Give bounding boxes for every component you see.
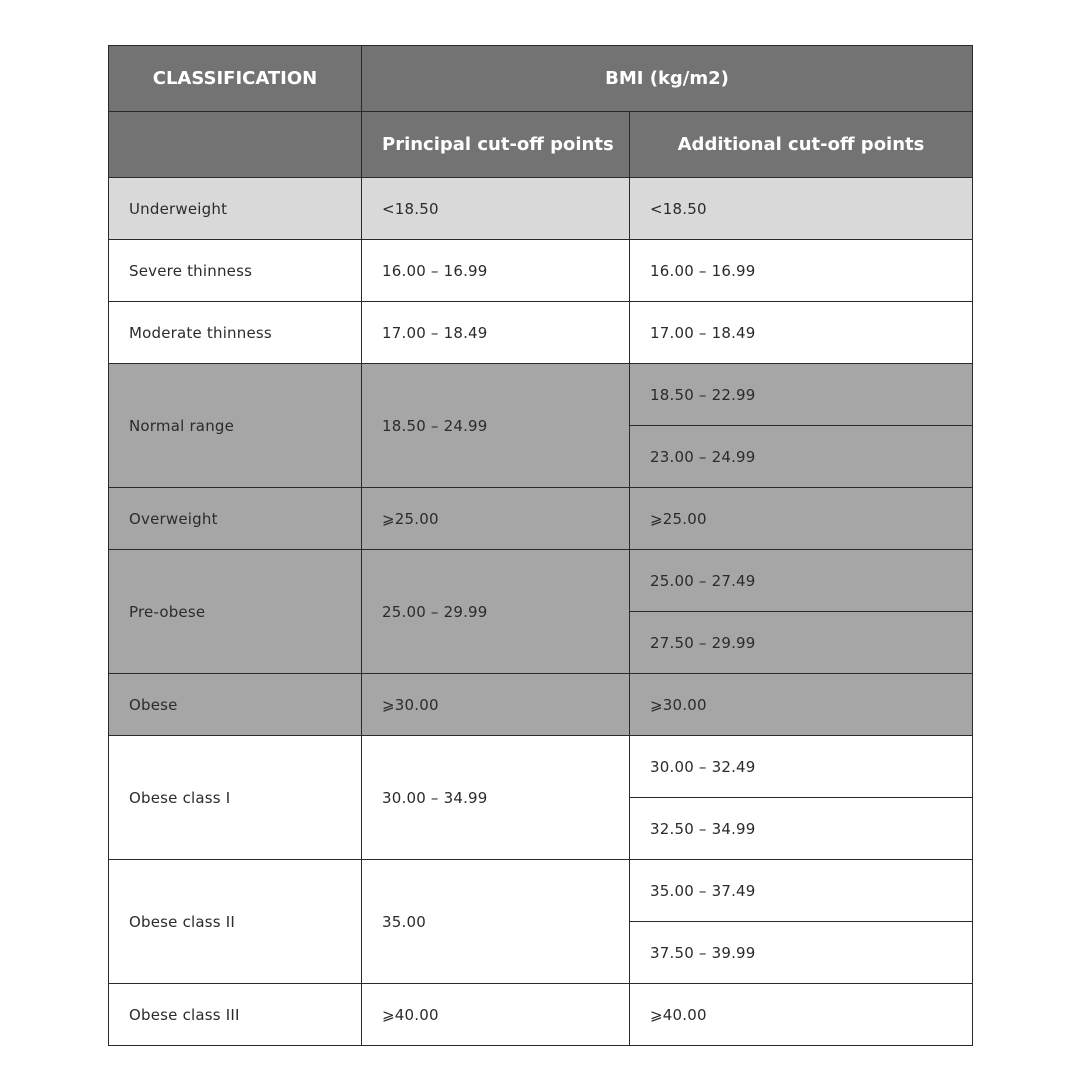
classification-cell: Severe thinness <box>109 240 362 302</box>
additional-cell: 23.00 – 24.99 <box>630 426 973 488</box>
table-row <box>109 736 973 798</box>
additional-cell: 18.50 – 22.99 <box>630 364 973 426</box>
principal-cutoff-header: Principal cut-off points <box>362 112 630 178</box>
table-row <box>109 488 973 550</box>
classification-header: CLASSIFICATION <box>109 46 362 112</box>
additional-cell: 35.00 – 37.49 <box>630 860 973 922</box>
principal-cell: 17.00 – 18.49 <box>362 302 630 364</box>
classification-cell: Obese class II <box>109 860 362 984</box>
table-row <box>109 364 973 426</box>
classification-cell: Obese <box>109 674 362 736</box>
additional-cell: <18.50 <box>630 178 973 240</box>
additional-cell: 37.50 – 39.99 <box>630 922 973 984</box>
principal-cell: 25.00 – 29.99 <box>362 550 630 674</box>
classification-cell: Overweight <box>109 488 362 550</box>
header-row-1 <box>109 46 973 112</box>
table-row <box>109 984 973 1046</box>
classification-subheader-empty <box>109 112 362 178</box>
table-row <box>109 178 973 240</box>
table-row <box>109 550 973 612</box>
principal-cell: ⩾40.00 <box>362 984 630 1046</box>
additional-cell: ⩾25.00 <box>630 488 973 550</box>
bmi-header: BMI (kg/m2) <box>362 46 973 112</box>
principal-cell: ⩾30.00 <box>362 674 630 736</box>
principal-cell: 35.00 <box>362 860 630 984</box>
additional-cell: 25.00 – 27.49 <box>630 550 973 612</box>
additional-cell: 16.00 – 16.99 <box>630 240 973 302</box>
additional-cell: 27.50 – 29.99 <box>630 612 973 674</box>
classification-cell: Pre-obese <box>109 550 362 674</box>
principal-cell: ⩾25.00 <box>362 488 630 550</box>
bmi-classification-table <box>108 45 973 1046</box>
table-row <box>109 240 973 302</box>
principal-cell: <18.50 <box>362 178 630 240</box>
additional-cell: ⩾40.00 <box>630 984 973 1046</box>
classification-cell: Normal range <box>109 364 362 488</box>
additional-cell: 30.00 – 32.49 <box>630 736 973 798</box>
table-row <box>109 302 973 364</box>
principal-cell: 30.00 – 34.99 <box>362 736 630 860</box>
additional-cutoff-header: Additional cut-off points <box>630 112 973 178</box>
header-row-2 <box>109 112 973 178</box>
table-row <box>109 860 973 922</box>
classification-cell: Obese class I <box>109 736 362 860</box>
principal-cell: 16.00 – 16.99 <box>362 240 630 302</box>
classification-cell: Underweight <box>109 178 362 240</box>
additional-cell: 17.00 – 18.49 <box>630 302 973 364</box>
additional-cell: 32.50 – 34.99 <box>630 798 973 860</box>
classification-cell: Obese class III <box>109 984 362 1046</box>
principal-cell: 18.50 – 24.99 <box>362 364 630 488</box>
classification-cell: Moderate thinness <box>109 302 362 364</box>
additional-cell: ⩾30.00 <box>630 674 973 736</box>
table-row <box>109 674 973 736</box>
